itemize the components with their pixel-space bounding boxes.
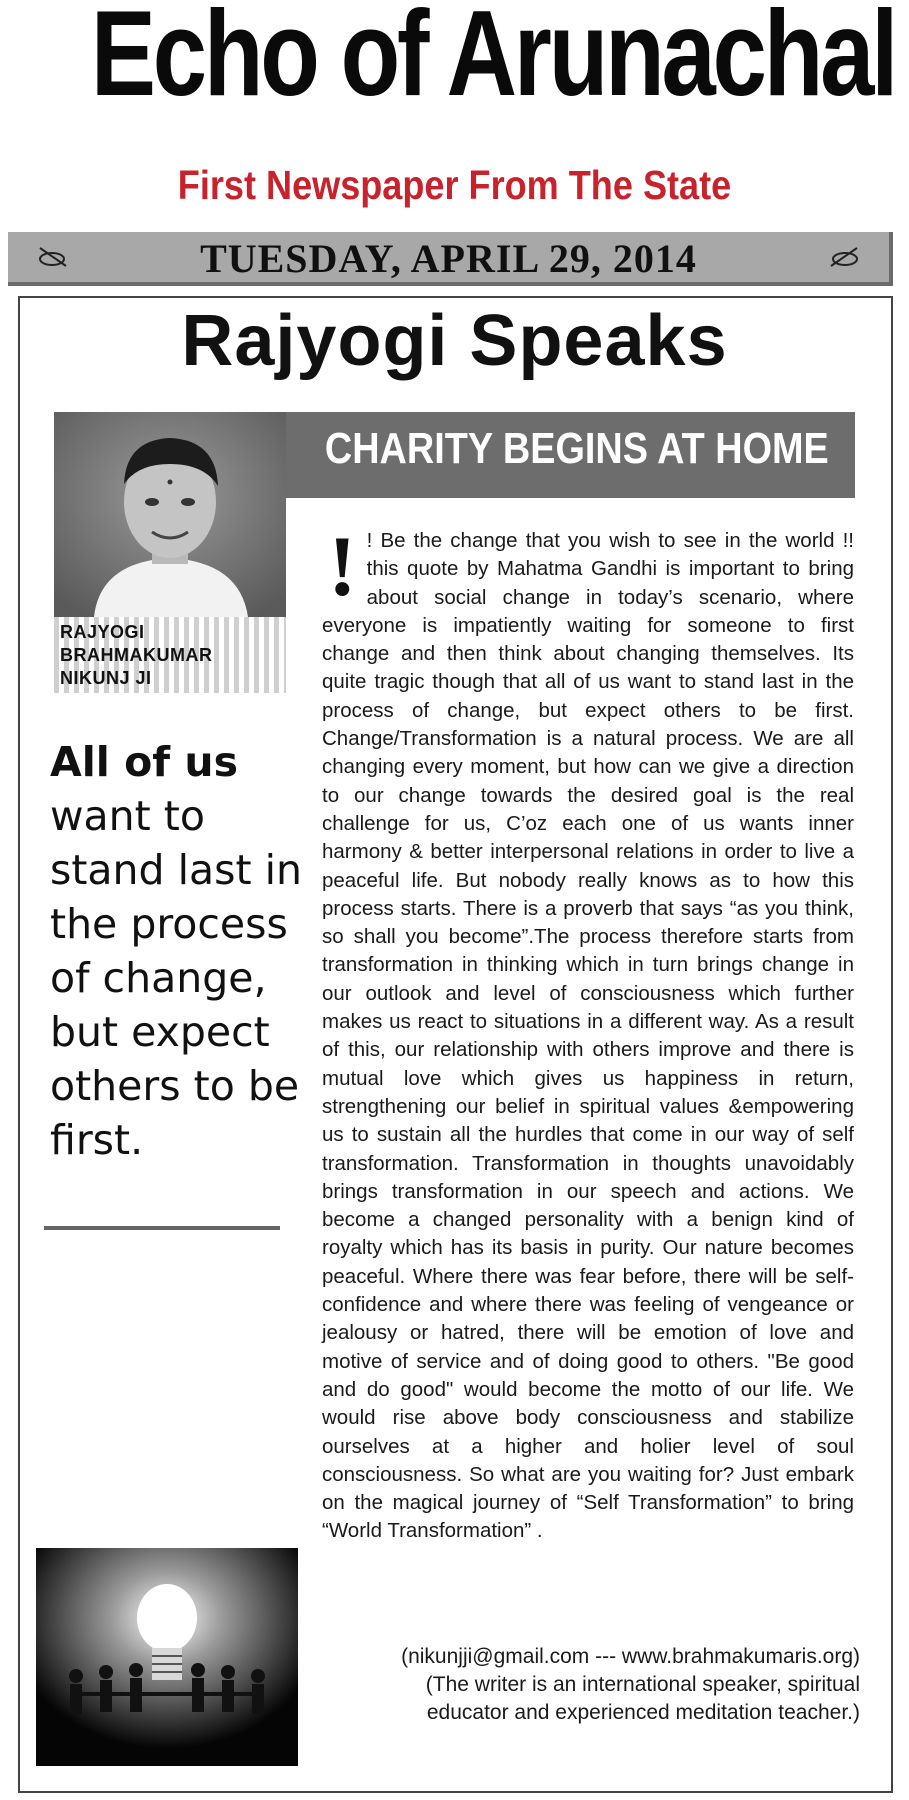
pull-quote-lead: All of us [50, 738, 238, 786]
article-text: ! Be the change that you wish to see in the world !! this quote by Mahatma Gandhi is important to bring about social change in today’s scenario, where everyone is impatiently waiting for someone to first change and then think about changing themselves. Its quite tragic though that all of us want to stand last in the process of change, but expect others to be first. Change/Transformation is a natural process. We are all changing every moment, but how can we give a direction to our change towards the desired goal is the real challenge for us, C’oz each one of us wants inner harmony & better interpersonal relations in order to live a peaceful life. But nobody really knows as to how this process starts. There is a proverb that says “as you think, so shall you become”.The process therefore starts from transformation in thinking which in turn brings change in our outlook and level of consciousness which further makes us react to situations in a different way. As a result of this, our relationship with others improve and there is mutual love which gives us happiness in return, strengthening our belief in spiritual values &empowering us to sustain all the hurdles that come in our way of self transformation. Transformation in thoughts unavoidably brings transformation in our speech and actions. We become a changed personality with a benign kind of royalty which has its basis in purity. Our nature becomes peaceful. Where there was fear before, there will be self-confidence and where there was feeling of vengeance or jealousy or hatred, there will be emotion of love and motive of service and of doing good to others. "Be good and do good" would become the motto of our life. We would rise above body consciousness and stabilize ourselves at a higher and holier level of soul consciousness. So what are you waiting for? Just embark on the magical journey of “Self Transformation” to bring “World Transformation” . [322, 529, 854, 1543]
column-title: Rajyogi Speaks [181, 301, 728, 381]
pull-quote-text: want to stand last in the process of change, but expect others to be first. [50, 792, 302, 1164]
byline-line: NIKUNJ JI [60, 668, 152, 688]
lightbulb-people-illustration [36, 1548, 298, 1766]
pull-quote [50, 735, 320, 1167]
contact-line: (The writer is an international speaker, spiritual [425, 1673, 860, 1696]
article-headline: CHARITY BEGINS AT HOME [324, 424, 829, 473]
headline-band [285, 412, 855, 498]
byline-box [54, 617, 286, 693]
author-photo [54, 412, 286, 617]
contact-line: educator and experienced meditation teacher.) [426, 1701, 860, 1724]
newspaper-title: Echo of Arunachal [90, 0, 896, 121]
byline-line: BRAHMAKUMAR [60, 645, 213, 665]
pen-icon [827, 244, 861, 270]
pull-quote-rule [44, 1226, 280, 1230]
article-body [322, 518, 854, 1546]
issue-date: TUESDAY, APRIL 29, 2014 [200, 236, 697, 281]
author-byline [60, 621, 286, 690]
author-contact [310, 1643, 860, 1727]
contact-line: (nikunjji@gmail.com --- www.brahmakumaris.org) [401, 1645, 860, 1668]
drop-cap: ! [328, 518, 357, 614]
byline-line: RAJYOGI [60, 622, 145, 642]
newspaper-tagline: First Newspaper From The State [177, 162, 732, 208]
date-band [8, 232, 893, 286]
masthead [0, 0, 909, 208]
